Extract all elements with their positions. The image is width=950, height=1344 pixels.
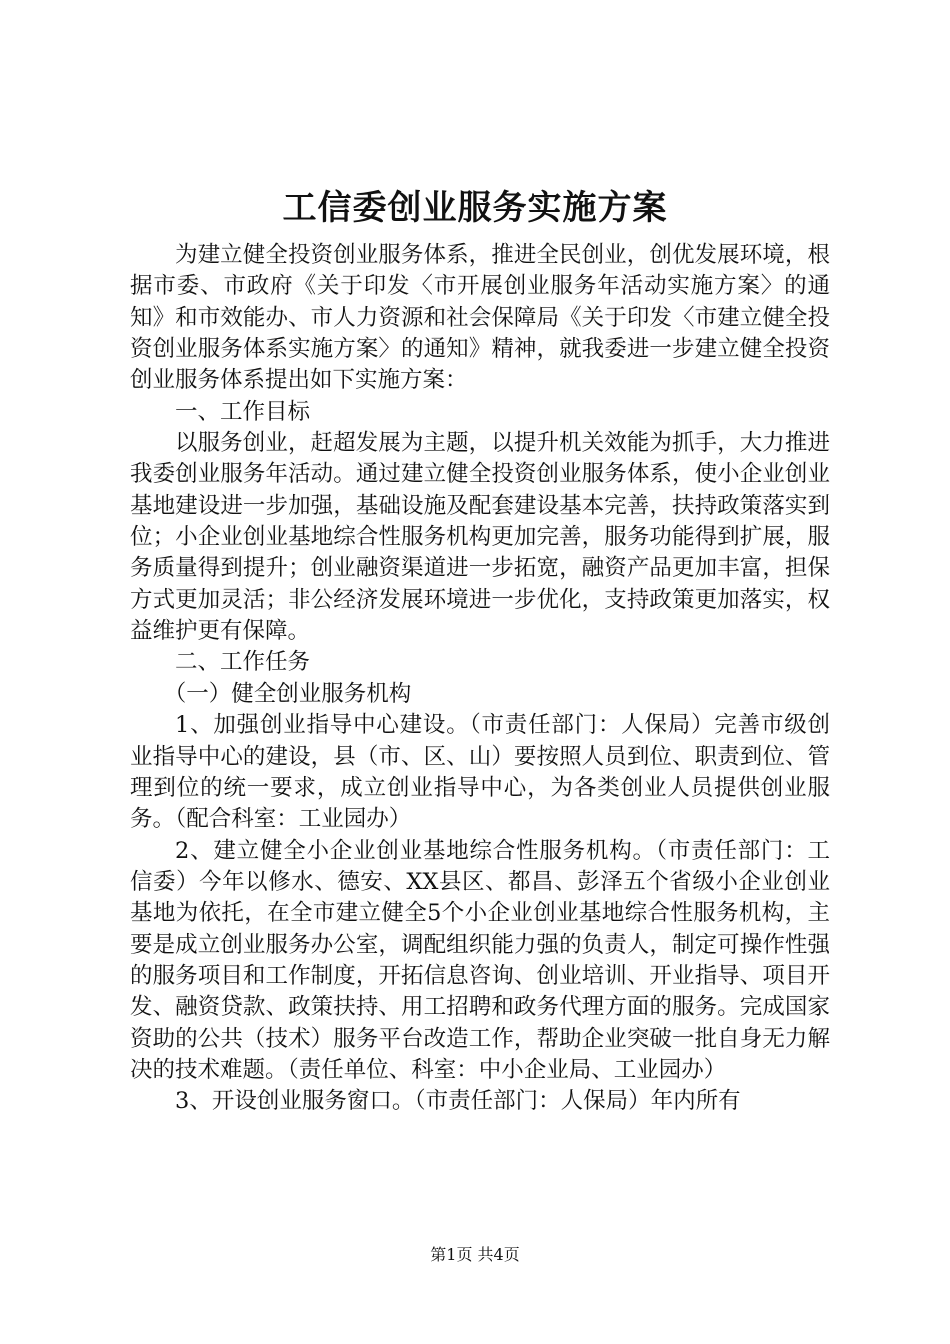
document-body [130,240,830,1118]
task-paragraph-1: 1、加强创业指导中心建设。（市责任部门：人保局）完善市级创业指导中心的建设，县（市、区、山）要按照人员到位、职责到位、管理到位的统一要求，成立创业指导中心，为各类创业人员提供创业服务。（配合科室：工业园办） [130,712,830,833]
intro-paragraph: 为建立健全投资创业服务体系，推进全民创业，创优发展环境，根据市委、市政府《关于印发〈市开展创业服务年活动实施方案〉的通知》和市效能办、市人力资源和社会保障局《关于印发〈市建立健全投资创业服务体系实施方案〉的通知》精神，就我委进一步建立健全投资创业服务体系提出如下实施方案： [130,242,830,394]
section-heading-tasks: 二、工作任务 [175,649,311,676]
section-heading-goals: 一、工作目标 [175,398,311,425]
goals-paragraph: 以服务创业，赶超发展为主题，以提升机关效能为抓手，大力推进我委创业服务年活动。通过建立健全投资创业服务体系，使小企业创业基地建设进一步加强，基础设施及配套建设基本完善，扶持政策落实到位；小企业创业基地综合性服务机构更加完善，服务功能得到扩展，服务质量得到提升；创业融资渠道进一步拓宽，融资产品更加丰富，担保方式更加灵活；非公经济发展环境进一步优化，支持政策更加落实，权益维护更有保障。 [130,430,830,645]
document-title: 工信委创业服务实施方案 [282,188,668,228]
page-footer: 第1页 共4页 [430,1245,520,1264]
task-paragraph-2: 2、建立健全小企业创业基地综合性服务机构。（市责任部门：工信委）今年以修水、德安、XX县区、都昌、彭泽五个省级小企业创业基地为依托，在全市建立健全5个小企业创业基地综合性服务机构，主要是成立创业服务办公室，调配组织能力强的负责人，制定可操作性强的服务项目和工作制度，开拓信息咨询、创业培训、开业指导、项目开发、融资贷款、政策扶持、用工招聘和政务代理方面的服务。完成国家资助的公共（技术）服务平台改造工作，帮助企业突破一批自身无力解决的技术难题。（责任单位、科室：中小企业局、工业园办） [130,837,830,1083]
subsection-heading-organizations: （一）健全创业服务机构 [163,680,412,707]
task-paragraph-3: 3、开设创业服务窗口。（市责任部门：人保局）年内所有 [175,1088,741,1115]
